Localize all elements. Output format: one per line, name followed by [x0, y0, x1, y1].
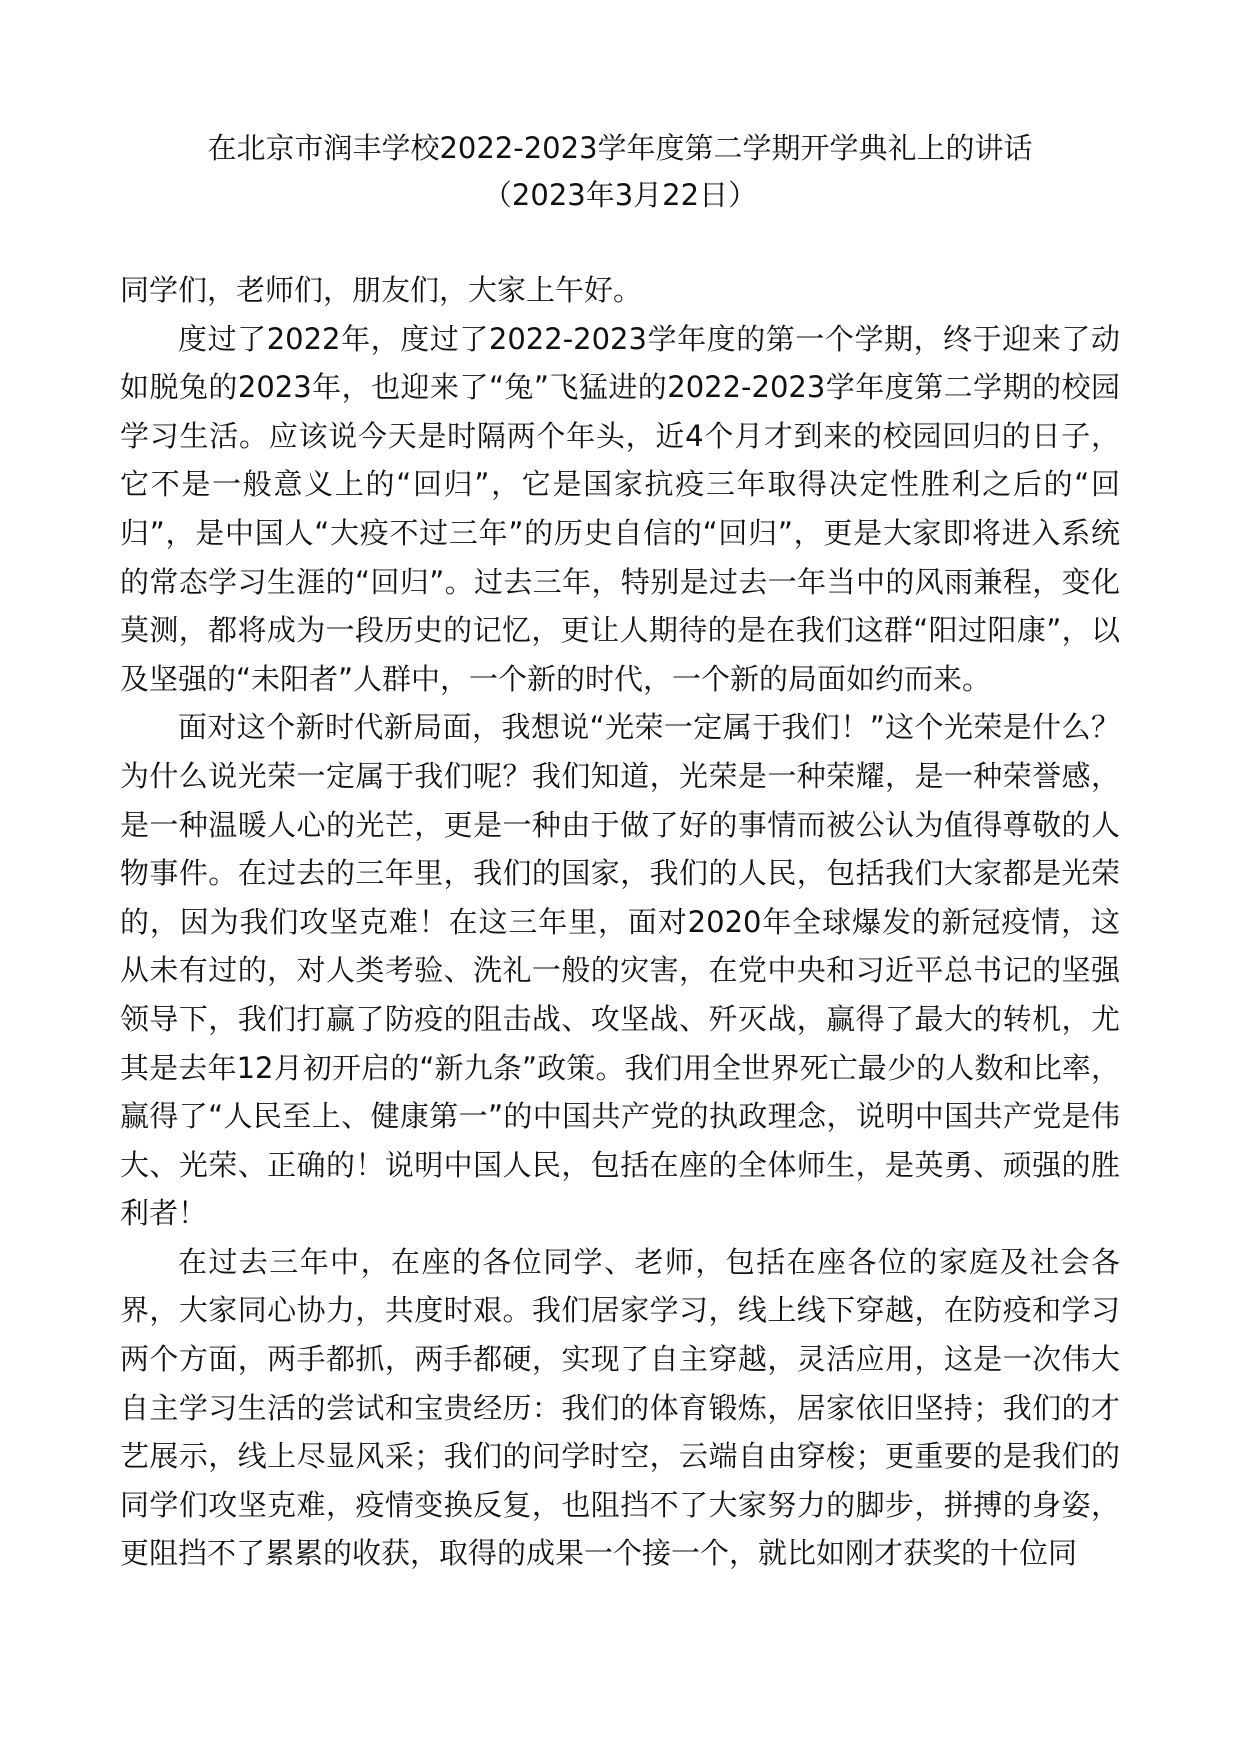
- document-date: （2023年3月22日）: [482, 178, 758, 212]
- body-paragraph: 在过去三年中，在座的各位同学、老师，包括在座各位的家庭及社会各界，大家同心协力，共度时艰。我们居家学习，线上线下穿越，在防疫和学习两个方面，两手都抓，两手都硬，实现了自主穿越，灵活应用，这是一次伟大自主学习生活的尝试和宝贵经历：我们的体育锻炼，居家依旧坚持；我们的才艺展示，线上尽显风采；我们的问学时空，云端自由穿梭；更重要的是我们的同学们攻坚克难，疫情变换反复，也阻挡不了大家努力的脚步，拼搏的身姿，更阻挡不了累累的收获，取得的成果一个接一个，就比如刚才获奖的十位同: [120, 1244, 1120, 1571]
- document-title: 在北京市润丰学校2022-2023学年度第二学期开学典礼上的讲话: [207, 131, 1033, 165]
- body-paragraph: 面对这个新时代新局面，我想说“光荣一定属于我们！”这个光荣是什么？为什么说光荣一定属于我们呢？我们知道，光荣是一种荣耀，是一种荣誉感，是一种温暖人心的光芒，更是一种由于做了好的事情而被公认为值得尊敬的人物事件。在过去的三年里，我们的国家，我们的人民，包括我们大家都是光荣的，因为我们攻坚克难！在这三年里，面对2020年全球爆发的新冠疫情，这从未有过的，对人类考验、洗礼一般的灾害，在党中央和习近平总书记的坚强领导下，我们打赢了防疫的阻击战、攻坚战、歼灭战，赢得了最大的转机，尤其是去年12月初开启的“新九条”政策。我们用全世界死亡最少的人数和比率，赢得了“人民至上、健康第一”的中国共产党的执政理念，说明中国共产党是伟大、光荣、正确的！说明中国人民，包括在座的全体师生，是英勇、顽强的胜利者！: [120, 710, 1120, 1231]
- greeting-paragraph: 同学们，老师们，朋友们，大家上午好。: [120, 273, 643, 307]
- body-paragraph: 度过了2022年，度过了2022-2023学年度的第一个学期，终于迎来了动如脱兔的2023年，也迎来了“兔”飞猛进的2022-2023学年度第二学期的校园学习生活。应该说今天是时隔两个年头，近4个月才到来的校园回归的日子，它不是一般意义上的“回归”，它是国家抗疫三年取得决定性胜利之后的“回归”，是中国人“大疫不过三年”的历史自信的“回归”，更是大家即将进入系统的常态学习生涯的“回归”。过去三年，特别是过去一年当中的风雨兼程，变化莫测，都将成为一段历史的记忆，更让人期待的是在我们这群“阳过阳康”，以及坚强的“未阳者”人群中，一个新的时代，一个新的局面如约而来。: [120, 321, 1120, 696]
- document-body: [120, 266, 1120, 1578]
